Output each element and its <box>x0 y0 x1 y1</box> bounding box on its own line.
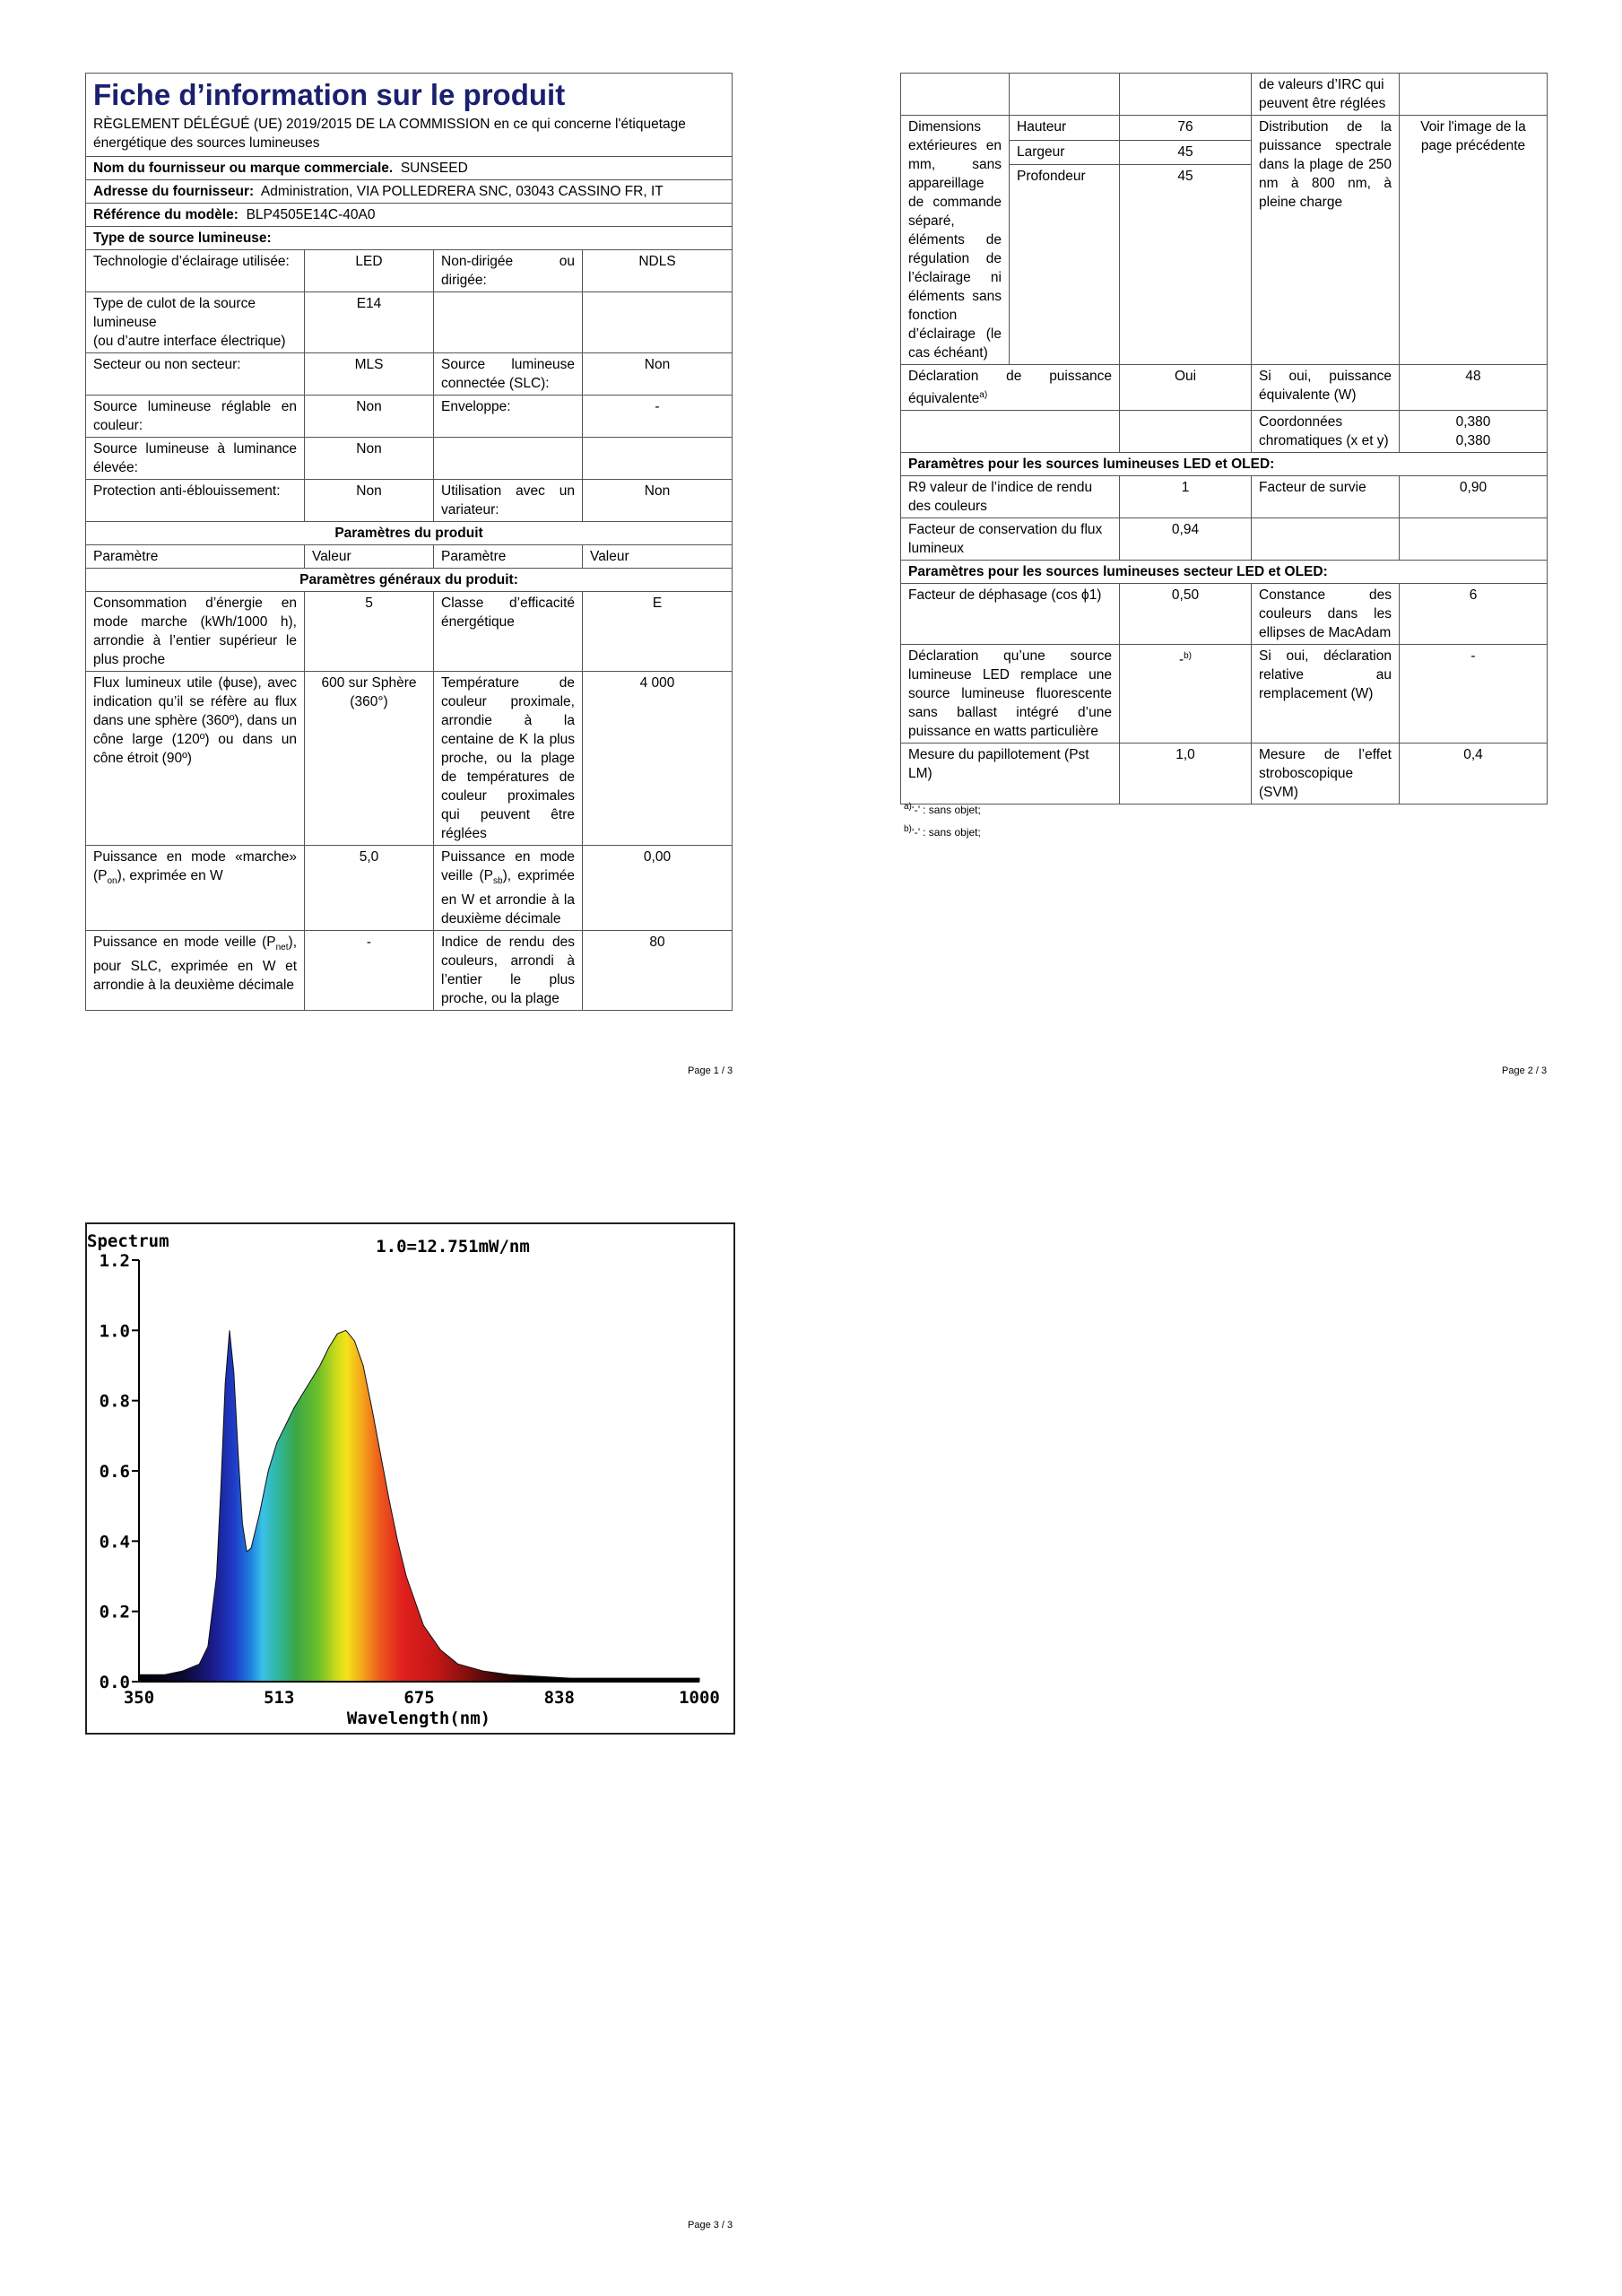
r9-value: 1 <box>1120 476 1252 518</box>
page-number-2: Page 2 / 3 <box>1502 1065 1548 1076</box>
col-param-1: Paramètre <box>86 545 305 569</box>
pon-value: 5,0 <box>305 846 434 931</box>
pf-label: Facteur de déphasage (cos ϕ1) <box>901 584 1120 645</box>
high-lum-value: Non <box>305 438 434 480</box>
replace-claim-label: Si oui, déclaration relative au remplacement (W) <box>1252 645 1400 744</box>
col-param-2: Paramètre <box>434 545 583 569</box>
dimmable-value: Non <box>583 480 733 522</box>
strobo-label: Mesure de l’effet stroboscopique (SVM) <box>1252 744 1400 804</box>
x-tick-label: 513 <box>264 1688 295 1708</box>
general-heading: Paramètres généraux du produit: <box>86 569 733 592</box>
glare-value: Non <box>305 480 434 522</box>
x-tick-label: 1000 <box>679 1688 720 1708</box>
params-heading: Paramètres du produit <box>86 522 733 545</box>
depth-label: Profondeur <box>1010 165 1120 365</box>
macadam-value: 6 <box>1400 584 1548 645</box>
chart-title: Spectrum <box>87 1231 169 1251</box>
x-tick-label: 838 <box>543 1688 575 1708</box>
regulation-text: RÈGLEMENT DÉLÉGUÉ (UE) 2019/2015 DE LA COMMISSION en ce qui concerne l'étiquetage énergétique des sources lumineuses <box>93 117 686 151</box>
energy-value: 5 <box>305 592 434 672</box>
psb-value: 0,00 <box>583 846 733 931</box>
page-number-3: Page 3 / 3 <box>688 2220 733 2231</box>
strobo-value: 0,4 <box>1400 744 1548 804</box>
source-type-heading: Type de source lumineuse: <box>86 227 733 250</box>
cct-label: Température de couleur proximale, arrondie à la centaine de K la plus proche, ou la plage de températures de couleur proximales qui peuvent être réglées <box>434 672 583 846</box>
supplier-value: SUNSEED <box>400 161 468 176</box>
model-label: Référence du modèle: <box>93 207 239 222</box>
depth-value: 45 <box>1120 165 1252 365</box>
mains-value: MLS <box>305 353 434 396</box>
y-tick-label: 0.6 <box>99 1462 130 1482</box>
mains-heading: Paramètres pour les sources lumineuses secteur LED et OLED: <box>901 561 1548 584</box>
directional-value: NDLS <box>583 250 733 292</box>
class-label: Classe d’efficacité énergétique <box>434 592 583 672</box>
product-info-table-page1 <box>85 73 733 1011</box>
equiv-power-label: Si oui, puissance équivalente (W) <box>1252 365 1400 411</box>
tech-value: LED <box>305 250 434 292</box>
x-tick-label: 675 <box>403 1688 435 1708</box>
footnote-b: $^{b)}$‘-’ : sans objet; <box>904 824 981 839</box>
cct-value: 4 000 <box>583 672 733 846</box>
model-value: BLP4505E14C-40A0 <box>246 207 376 222</box>
replace-value: -$^{b)}$ <box>1120 645 1252 744</box>
x-tick-label: 350 <box>123 1688 155 1708</box>
product-info-table-page2 <box>900 73 1548 804</box>
flux-value: 600 sur Sphère (360°) <box>305 672 434 846</box>
energy-label: Consommation d’énergie en mode marche (kWh/1000 h), arrondie à l’entier supérieur le plus proche <box>86 592 305 672</box>
height-label: Hauteur <box>1010 116 1120 141</box>
psb-label: Puissance en mode veille $(P_{sb})$, exprimée en W et arrondie à la deuxième décimale <box>434 846 583 931</box>
address-label: Adresse du fournisseur: <box>93 184 255 199</box>
equiv-power-value: 48 <box>1400 365 1548 411</box>
replace-label: Déclaration qu’une source lumineuse LED remplace une source lumineuse fluorescente sans ballast intégré d’une puissance en watts particulière <box>901 645 1120 744</box>
tech-label: Technologie d’éclairage utilisée: <box>86 250 305 292</box>
macadam-label: Constance des couleurs dans les ellipses de MacAdam <box>1252 584 1400 645</box>
chroma-x: 0,380 <box>1455 414 1491 430</box>
colour-tunable-value: Non <box>305 396 434 438</box>
cri-continued: de valeurs d’IRC qui peuvent être réglées <box>1252 74 1400 116</box>
col-value-2: Valeur <box>583 545 733 569</box>
width-label: Largeur <box>1010 140 1120 165</box>
y-tick-label: 0.2 <box>99 1602 130 1622</box>
spectrum-chart <box>85 1222 735 1735</box>
address-value: Administration, VIA POLLEDRERA SNC, 03043 CASSINO FR, IT <box>260 184 664 199</box>
glare-label: Protection anti-éblouissement: <box>86 480 305 522</box>
spectrum-area <box>139 1330 699 1682</box>
class-value: E <box>583 592 733 672</box>
width-value: 45 <box>1120 140 1252 165</box>
cap-label: Type de culot de la source lumineuse <box>93 296 256 330</box>
led-heading: Paramètres pour les sources lumineuses LED et OLED: <box>901 453 1548 476</box>
maint-value: 0,94 <box>1120 518 1252 561</box>
survival-label: Facteur de survie <box>1252 476 1400 518</box>
survival-value: 0,90 <box>1400 476 1548 518</box>
spd-value: Voir l'image de la page précédente <box>1400 116 1548 365</box>
replace-claim-value: - <box>1400 645 1548 744</box>
chroma-label: Coordonnées chromatiques (x et y) <box>1252 411 1400 453</box>
pf-value: 0,50 <box>1120 584 1252 645</box>
cap-label-2: (ou d’autre interface électrique) <box>93 334 286 349</box>
pon-label: Puissance en mode «marche» $(P_{on})$, exprimée en W <box>86 846 305 931</box>
connected-label: Source lumineuse connectée (SLC): <box>434 353 583 396</box>
flux-label: Flux lumineux utile (ϕuse), avec indication qu’il se réfère au flux dans une sphère (360º), dans un cône large (120º) ou dans un cône étroit (90º) <box>86 672 305 846</box>
chroma-y: 0,380 <box>1455 433 1491 449</box>
colour-tunable-label: Source lumineuse réglable en couleur: <box>86 396 305 438</box>
pnet-value: - <box>305 931 434 1011</box>
cap-value: E14 <box>305 292 434 353</box>
height-value: 76 <box>1120 116 1252 141</box>
cri-value: 80 <box>583 931 733 1011</box>
pnet-label: Puissance en mode veille $(P_{net})$, pour SLC, exprimée en W et arrondie à la deuxième décimale <box>86 931 305 1011</box>
cri-label: Indice de rendu des couleurs, arrondi à l’entier le plus proche, ou la plage <box>434 931 583 1011</box>
mains-label: Secteur ou non secteur: <box>86 353 305 396</box>
supplier-label: Nom du fournisseur ou marque commerciale. <box>93 161 394 176</box>
page-title: Fiche d’information sur le produit <box>93 78 566 111</box>
high-lum-label: Source lumineuse à luminance élevée: <box>86 438 305 480</box>
connected-value: Non <box>583 353 733 396</box>
footnote-a: $^{a)}$‘-’ : sans objet; <box>904 802 981 816</box>
dimensions-label: Dimensions extérieures en mm, sans appareillage de commande séparé, éléments de régulation de l’éclairage ni éléments sans fonction d’éclairage (le cas échéant) <box>901 116 1010 365</box>
x-axis-label: Wavelength(nm) <box>346 1709 491 1728</box>
directional-label: Non-dirigée ou dirigée: <box>434 250 583 292</box>
col-value-1: Valeur <box>305 545 434 569</box>
flicker-value: 1,0 <box>1120 744 1252 804</box>
flicker-label: Mesure du papillotement (Pst LM) <box>901 744 1120 804</box>
y-tick-label: 0.0 <box>99 1673 130 1692</box>
y-tick-label: 1.2 <box>99 1251 130 1271</box>
spd-label: Distribution de la puissance spectrale dans la plage de 250 nm à 800 nm, à pleine charge <box>1252 116 1400 365</box>
spectrum-svg <box>87 1224 733 1733</box>
y-tick-label: 0.4 <box>99 1532 130 1552</box>
maint-label: Facteur de conservation du flux lumineux <box>901 518 1120 561</box>
page-number-1: Page 1 / 3 <box>688 1065 733 1076</box>
equiv-label: Déclaration de puissance équivalente$^{a)}$ <box>901 365 1120 411</box>
y-tick-label: 0.8 <box>99 1391 130 1412</box>
r9-label: R9 valeur de l’indice de rendu des couleurs <box>901 476 1120 518</box>
y-tick-label: 1.0 <box>99 1321 130 1342</box>
equiv-value: Oui <box>1120 365 1252 411</box>
envelope-value: - <box>583 396 733 438</box>
chart-subtitle: 1.0=12.751mW/nm <box>376 1237 530 1257</box>
dimmable-label: Utilisation avec un variateur: <box>434 480 583 522</box>
envelope-label: Enveloppe: <box>434 396 583 438</box>
